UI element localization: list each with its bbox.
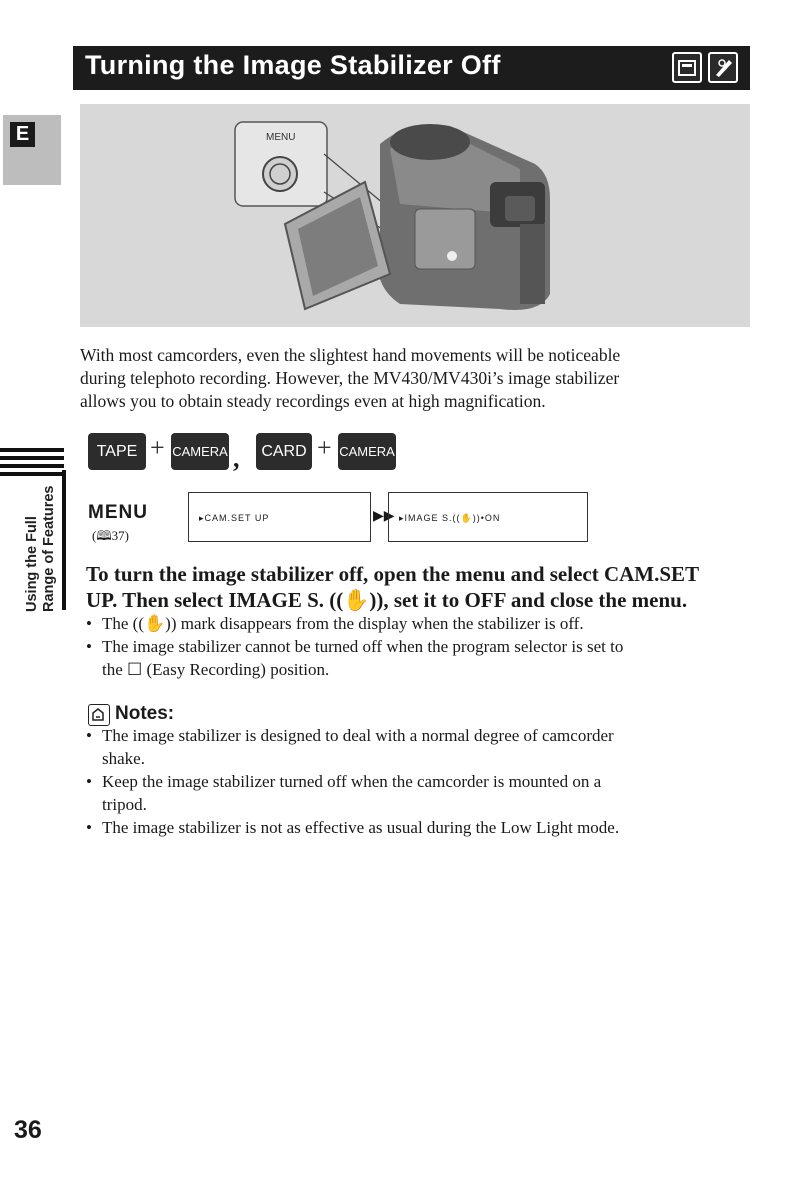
- note-item: • The image stabilizer is designed to deal with a normal degree of camcorder: [86, 726, 614, 745]
- bullet-continuation: the ☐ (Easy Recording) position.: [102, 660, 330, 679]
- index-line: [0, 448, 64, 452]
- card-mode-icon: [708, 52, 738, 83]
- camera-mode-badge: CAMERA: [171, 433, 229, 470]
- intro-line-2: during telephoto recording. However, the MV430/MV430i’s image stabilizer: [80, 368, 620, 388]
- note-continuation: shake.: [102, 749, 145, 768]
- instruction-line-1: To turn the image stabilizer off, open the menu and select CAM.SET: [86, 562, 700, 586]
- menu-screen-2: ▸IMAGE S.((✋))•ON: [388, 492, 588, 542]
- index-line: [0, 472, 64, 476]
- note-continuation: tripod.: [102, 795, 147, 814]
- instruction-line-2: UP. Then select IMAGE S. ((✋)), set it to OFF and close the menu.: [86, 588, 688, 612]
- index-bar: [62, 470, 66, 610]
- plus-sign: +: [317, 433, 332, 462]
- menu-page-ref: (🕮37): [92, 528, 130, 543]
- tape-mode-icon: [672, 52, 702, 83]
- card-mode-badge: CARD: [256, 433, 312, 470]
- arrow-right-icon: ▶▶: [373, 509, 395, 524]
- bullet-item: • The image stabilizer cannot be turned off when the program selector is set to: [86, 637, 624, 656]
- note-icon: [88, 704, 110, 726]
- index-line: [0, 456, 64, 460]
- language-label: E: [10, 122, 35, 147]
- book-icon: 🕮: [96, 528, 112, 543]
- comma: ,: [233, 444, 240, 473]
- section-label: Using the Full Range of Features: [24, 485, 57, 612]
- notes-title: Notes:: [115, 703, 175, 724]
- note-item: • The image stabilizer is not as effective as usual during the Low Light mode.: [86, 818, 620, 837]
- intro-line-1: With most camcorders, even the slightest hand movements will be noticeable: [80, 345, 621, 365]
- intro-line-3: allows you to obtain steady recordings even at high magnification.: [80, 391, 546, 411]
- page-title: Turning the Image Stabilizer Off: [85, 50, 501, 80]
- page-number: 36: [14, 1116, 42, 1144]
- camera-mode-badge: CAMERA: [338, 433, 396, 470]
- note-item: • Keep the image stabilizer turned off when the camcorder is mounted on a: [86, 772, 602, 791]
- menu-button-label: MENU: [266, 132, 296, 143]
- index-line: [0, 464, 64, 468]
- plus-sign: +: [150, 433, 165, 462]
- tape-mode-badge: TAPE: [88, 433, 146, 470]
- menu-label: MENU: [88, 502, 148, 523]
- camcorder-photo: [80, 104, 750, 327]
- menu-screen-1: ▸CAM.SET UP: [188, 492, 371, 542]
- bullet-item: • The ((✋)) mark disappears from the display when the stabilizer is off.: [86, 614, 584, 633]
